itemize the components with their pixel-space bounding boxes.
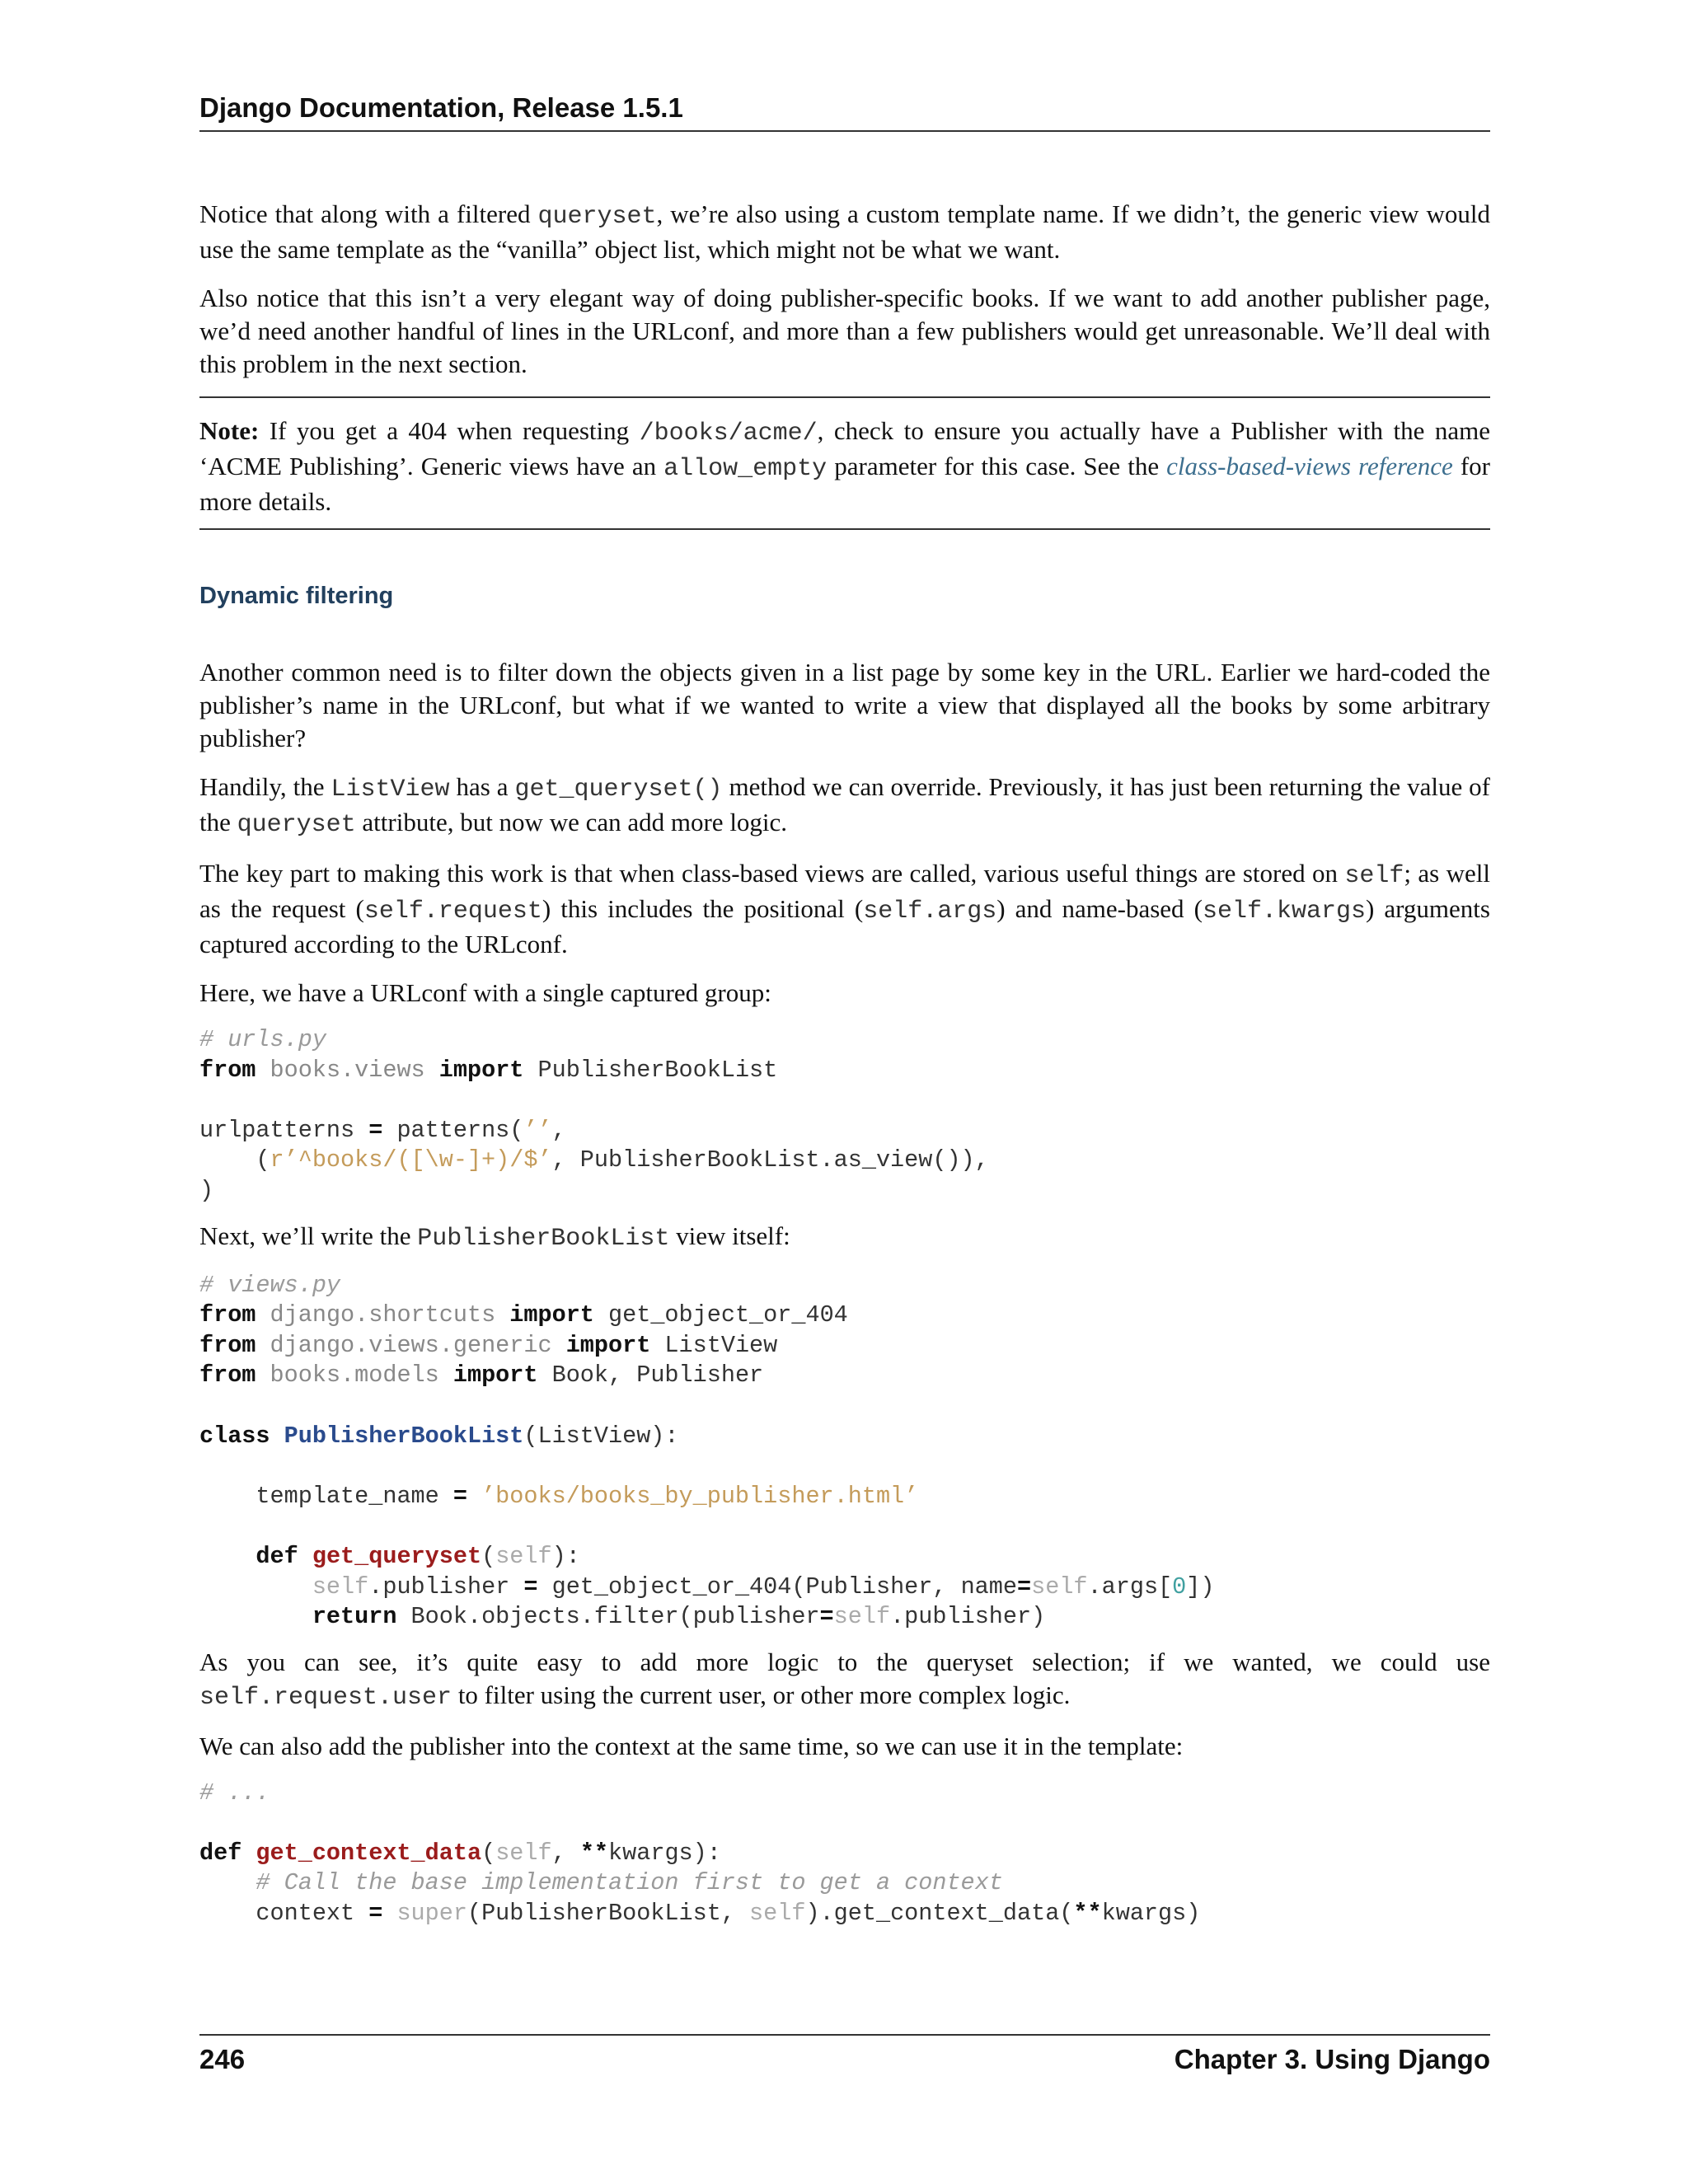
running-header bbox=[199, 92, 1490, 132]
inline-code: queryset bbox=[537, 203, 657, 231]
paragraph: Another common need is to filter down the objects given in a list page by some key in the URL. Earlier we hard-coded the publisher’s name in the URLconf, but what if we wanted to write a view that displayed all the books by some arbitrary publisher? bbox=[199, 658, 1490, 752]
paragraph: The key part to making this work is that when class-based views are called, various useful things are stored on self; as well as the request (self.request) this includes the positional (self.args) and name-based (self.kwargs) arguments captured according to the URLconf. bbox=[199, 859, 1490, 958]
code-block-urls: # urls.py from books.views import PublisherBookList urlpatterns = patterns(’’, (r’^books/([\w-]+)/$’, PublisherBookList.as_view()), ) bbox=[199, 1026, 989, 1204]
class-based-views-reference-link[interactable]: class-based-views reference bbox=[1166, 452, 1453, 480]
code-block-context: # ... def get_context_data(self, **kwargs): # Call the base implementation first to get a context context = super(PublisherBookList, self).get_context_data(**kwargs) bbox=[199, 1779, 1201, 1928]
note-text: Note: If you get a 404 when requesting /books/acme/, check to ensure you actually have a Publisher with the name ‘ACME Publishing’. Generic views have an allow_empty parameter for this case. See the class-based-views reference for more details. bbox=[199, 416, 1490, 516]
paragraph: As you can see, it’s quite easy to add more logic to the queryset selection; if we wanted, we could use self.request.user to filter using the current user, or other more complex logic. bbox=[199, 1647, 1490, 1712]
note-box bbox=[199, 396, 1490, 530]
page-content bbox=[199, 198, 1490, 1943]
paragraph: Also notice that this isn’t a very elegant way of doing publisher-specific books. If we want to add another publisher page, we’d need another handful of lines in the URLconf, and more than a few publishers would get unreasonable. We’ll deal with this problem in the next section. bbox=[199, 284, 1490, 378]
running-footer bbox=[199, 2034, 1490, 2075]
paragraph: We can also add the publisher into the context at the same time, so we can use it in the template: bbox=[199, 1731, 1184, 1760]
paragraph: Handily, the ListView has a get_queryset() method we can override. Previously, it has just been returning the value of the queryset attribute, but now we can add more logic. bbox=[199, 772, 1490, 839]
header-title: Django Documentation, Release 1.5.1 bbox=[199, 92, 683, 123]
page-number: 246 bbox=[199, 2044, 246, 2074]
chapter-title: Chapter 3. Using Django bbox=[1174, 2044, 1490, 2074]
get-queryset-link[interactable]: get_queryset() bbox=[514, 776, 723, 804]
paragraph: Notice that along with a filtered queryset, we’re also using a custom template name. If we didn’t, the generic view would use the same template as the “vanilla” object list, which might not be what we want. bbox=[199, 199, 1490, 264]
section-title: Dynamic filtering bbox=[199, 583, 394, 609]
paragraph: Next, we’ll write the PublisherBookList view itself: bbox=[199, 1221, 790, 1253]
note-label: Note: bbox=[199, 416, 260, 445]
code-block-views: # views.py from django.shortcuts import get_object_or_404 from django.views.generic import ListView from books.models import Book, Publisher class PublisherBookList(ListView): template_name = ’books/books_by_publisher.html’ def get_queryset(self): self.publisher = get_object_or_404(Publisher, name=self.args[0]) return Book.objects.filter(publisher=self.publisher) bbox=[199, 1271, 1215, 1631]
paragraph: Here, we have a URLconf with a single captured group: bbox=[199, 978, 771, 1007]
